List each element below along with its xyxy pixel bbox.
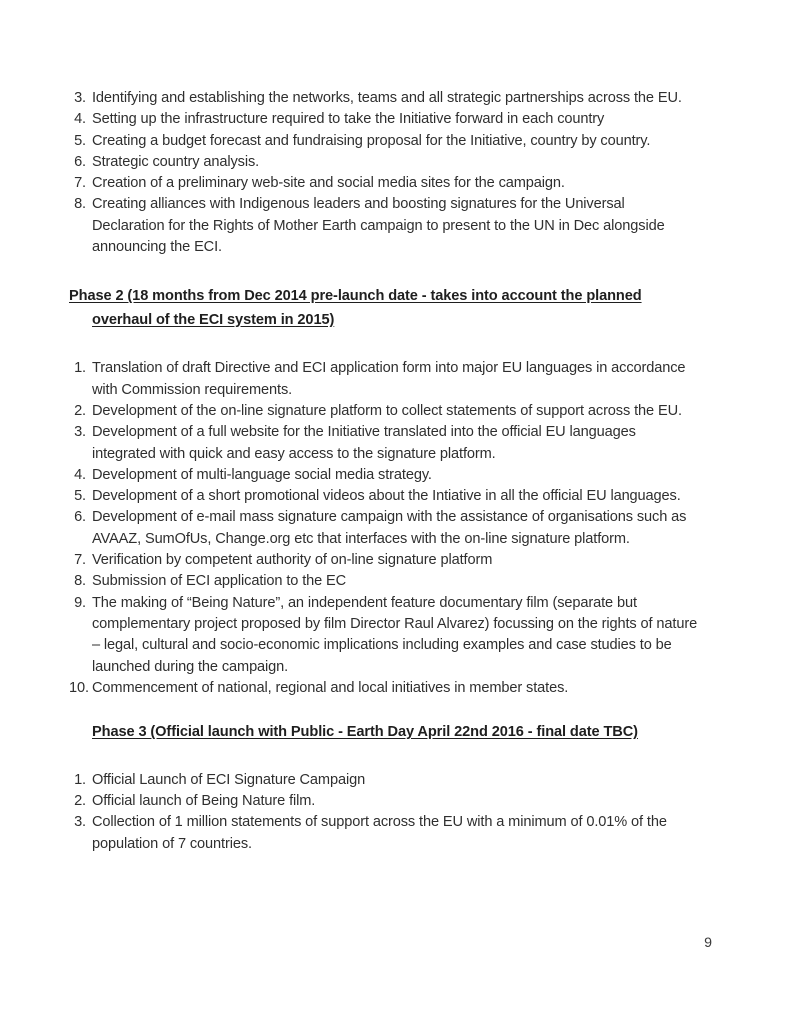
- list-item: [69, 131, 699, 152]
- list-marker: 3.: [74, 814, 86, 831]
- list-item-text: Development of the on-line signature platform to collect statements of support across the EU.: [92, 402, 682, 419]
- list-marker: 9.: [74, 594, 86, 611]
- list-item-text: Submission of ECI application to the EC: [92, 573, 347, 590]
- phase-2-heading-line2: overhaul of the ECI system in 2015): [92, 311, 335, 328]
- list-item-text: Setting up the infrastructure required to take the Initiative forward in each country: [92, 111, 605, 128]
- list-item-text: Commencement of national, regional and local initiatives in member states.: [92, 679, 569, 696]
- list-item: [69, 678, 699, 699]
- list-marker: 3.: [74, 90, 86, 106]
- list-item: [69, 88, 699, 109]
- list-item: [69, 507, 699, 550]
- list-marker: 5.: [74, 132, 86, 149]
- list-marker: 2.: [74, 402, 86, 419]
- spacer: [69, 332, 699, 358]
- list-item-text: Translation of draft Directive and ECI application form into major EU languages in accordance with Commission requirements.: [92, 360, 686, 398]
- phase-2-heading-line1: Phase 2 (18 months from Dec 2014 pre-launch date - takes into account the planned: [69, 288, 642, 305]
- list-item: [69, 173, 699, 194]
- list-item-text: Development of e-mail mass signature campaign with the assistance of organisations such as AVAAZ, SumOfUs, Change.org etc that interfaces with the on-line signature platform.: [92, 509, 687, 547]
- list-item: [69, 593, 699, 678]
- list-item-text: Verification by competent authority of on-line signature platform: [92, 552, 493, 569]
- list-marker: 1.: [74, 360, 86, 377]
- list-item-text: Strategic country analysis.: [92, 153, 260, 170]
- page-number: 9: [704, 935, 712, 951]
- list-marker: 4.: [74, 466, 86, 483]
- list-marker: 3.: [74, 424, 86, 441]
- list-item-text: Creation of a preliminary web-site and social media sites for the campaign.: [92, 175, 565, 192]
- phase-3-heading-line1: Phase 3 (Official launch with Public - Earth Day April 22nd 2016 - final date TBC): [92, 724, 638, 741]
- list-marker: 7.: [74, 175, 86, 192]
- list-item-text: Development of a full website for the Initiative translated into the official EU languages integrated with quick and easy access to the signature platform.: [92, 424, 636, 462]
- phase-3-heading: [69, 721, 699, 745]
- list-item: [69, 571, 699, 592]
- list-item: [69, 812, 699, 855]
- list-marker: 8.: [74, 573, 86, 590]
- list-item-text: Identifying and establishing the networks, teams and all strategic partnerships across the EU.: [92, 90, 682, 106]
- phase-2-list: [69, 358, 699, 699]
- list-marker: 7.: [74, 552, 86, 569]
- list-marker: 6.: [74, 509, 86, 526]
- list-item: [69, 109, 699, 130]
- list-item-text: Collection of 1 million statements of support across the EU with a minimum of 0.01% of the population of 7 countries.: [92, 814, 667, 852]
- list-item: [69, 194, 699, 258]
- list-item: [69, 770, 699, 791]
- list-marker: 5.: [74, 488, 86, 505]
- list-item-text: Development of a short promotional videos about the Intiative in all the official EU languages.: [92, 488, 681, 505]
- list-item-text: Creating a budget forecast and fundraising proposal for the Initiative, country by country.: [92, 132, 651, 149]
- list-marker: 6.: [74, 153, 86, 170]
- spacer: [69, 258, 699, 285]
- list-marker: 2.: [74, 792, 86, 809]
- spacer: [69, 699, 699, 721]
- list-item: [69, 152, 699, 173]
- phase-3-list: [69, 770, 699, 855]
- list-item: [69, 358, 699, 401]
- list-marker: 1.: [74, 771, 86, 788]
- list-item: [69, 401, 699, 422]
- list-item-text: Development of multi-language social media strategy.: [92, 466, 432, 483]
- list-item-text: Official Launch of ECI Signature Campaign: [92, 771, 366, 788]
- list-item: [69, 465, 699, 486]
- phase-2-heading: [69, 285, 699, 332]
- list-marker: 10.: [69, 679, 89, 696]
- page-content: [69, 88, 699, 855]
- spacer: [69, 745, 699, 770]
- list-item: [69, 422, 699, 465]
- list-item-text: Creating alliances with Indigenous leaders and boosting signatures for the Universal Declaration for the Rights of Mother Earth campaign to present to the UN in Dec alongside announcing the ECI.: [92, 196, 665, 256]
- list-marker: 8.: [74, 196, 86, 213]
- list-item: [69, 550, 699, 571]
- list-item: [69, 486, 699, 507]
- list-item: [69, 791, 699, 812]
- list-item-text: The making of “Being Nature”, an independent feature documentary film (separate but complementary project proposed by film Director Raul Alvarez) focussing on the rights of nature – legal, cultural and socio-economic implications including examples and case studies to be launched during the campaign.: [92, 594, 698, 675]
- phase-1-continued-list: [69, 88, 699, 258]
- list-item-text: Official launch of Being Nature film.: [92, 792, 316, 809]
- list-marker: 4.: [74, 111, 86, 128]
